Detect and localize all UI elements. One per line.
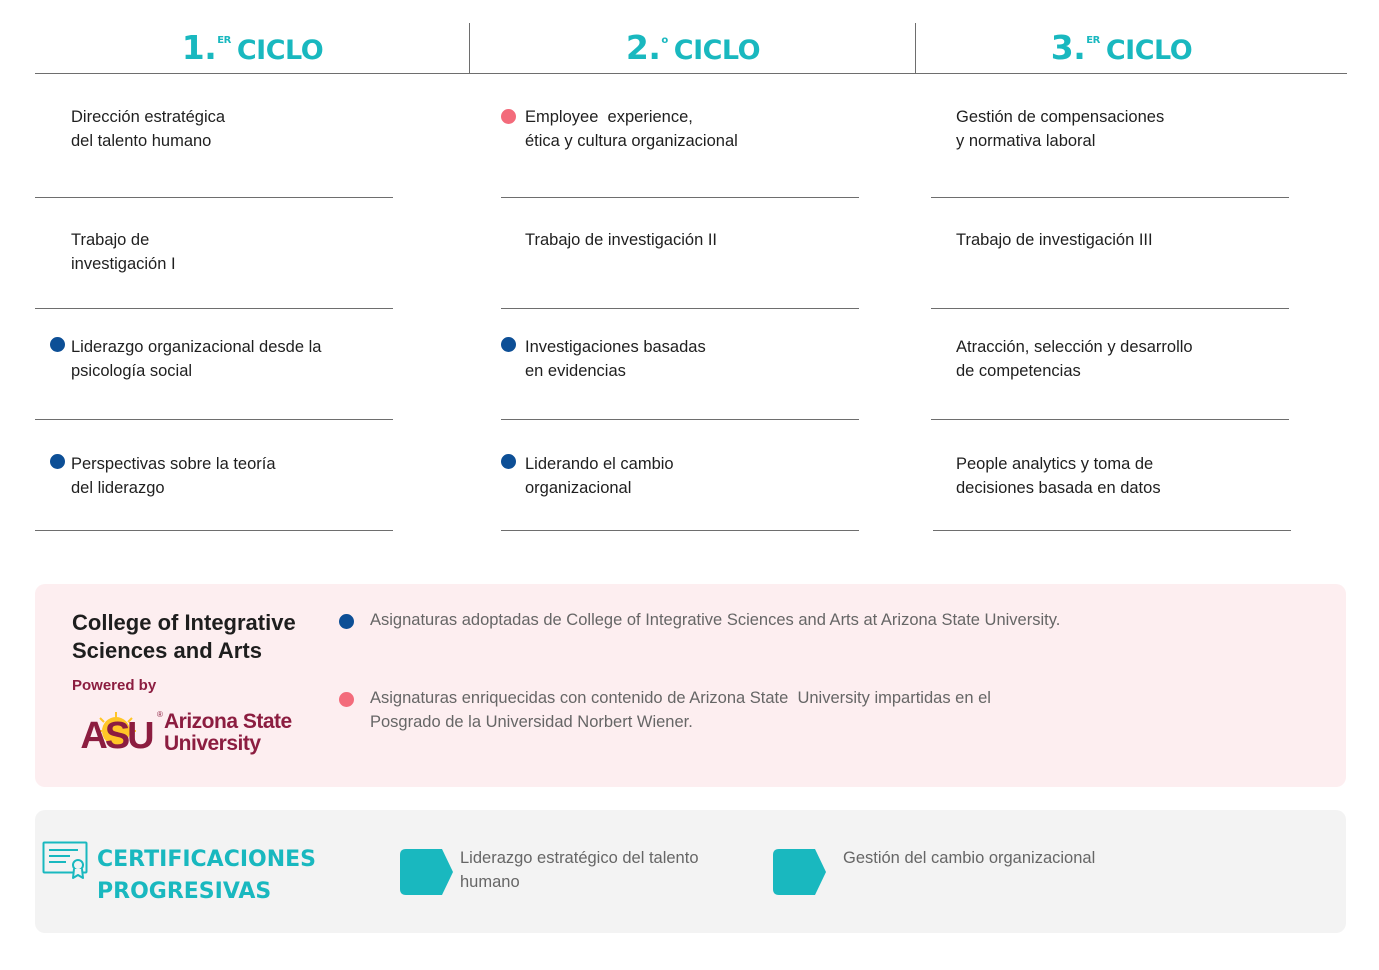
csa-course-marker (50, 337, 65, 352)
course-line: organizacional (525, 479, 632, 497)
legend-marker-pink (339, 692, 354, 707)
course-line: investigación I (71, 255, 176, 273)
column-divider (915, 23, 916, 73)
row-divider (931, 197, 1289, 198)
csa-course-marker (501, 454, 516, 469)
csa-course-marker (50, 454, 65, 469)
legend-item-enriched (370, 686, 991, 734)
certificate-icon (42, 841, 90, 881)
course-line: Trabajo de investigación II (525, 231, 717, 249)
course-line: Investigaciones basadas (525, 338, 706, 356)
legend-line: Asignaturas enriquecidas con contenido de Arizona State University impartidas en el (370, 689, 991, 707)
row-divider (35, 419, 393, 420)
course-line: Liderando el cambio (525, 455, 674, 473)
legend-marker-blue (339, 614, 354, 629)
cycle-1-heading (35, 28, 470, 72)
course-item (71, 228, 176, 276)
row-divider (501, 197, 859, 198)
certification-line: Gestión del cambio organizacional (843, 849, 1096, 867)
course-line: Employee experience, (525, 108, 693, 126)
course-line: Atracción, selección y desarrollo (956, 338, 1193, 356)
course-line: psicología social (71, 362, 193, 380)
cycle-word: CICLO (1105, 35, 1193, 66)
row-divider (35, 197, 393, 198)
course-line: Trabajo de investigación III (956, 231, 1153, 249)
asu-logo-name-line: University (164, 732, 261, 755)
course-item (956, 335, 1193, 383)
legend-line: Posgrado de la Universidad Norbert Wiener. (370, 713, 693, 731)
course-item (71, 335, 321, 383)
row-divider (35, 530, 393, 531)
row-divider (501, 530, 859, 531)
course-line: de competencias (956, 362, 1081, 380)
asu-logo-letters: ASU (80, 715, 152, 754)
row-divider (931, 308, 1289, 309)
cycle-number: 2. (625, 28, 661, 67)
course-line: del talento humano (71, 132, 212, 150)
course-line: Liderazgo organizacional desde la (71, 338, 322, 356)
row-divider (501, 419, 859, 420)
trademark-symbol: ® (157, 710, 163, 719)
course-item (956, 228, 1153, 252)
course-item (525, 335, 706, 383)
certifications-title-line: CERTIFICACIONES (97, 847, 317, 872)
powered-by-label: Powered by (72, 677, 157, 694)
course-item (525, 452, 674, 500)
tag-icon (400, 849, 454, 895)
cycle-word: CICLO (673, 35, 761, 66)
course-line: Gestión de compensaciones (956, 108, 1165, 126)
certifications-title-line: PROGRESIVAS (97, 879, 272, 904)
college-title-line: College of Integrative (72, 610, 296, 635)
row-divider (933, 530, 1291, 531)
legend-item-adopted (370, 608, 1060, 632)
asu-logo-mark (70, 710, 162, 754)
legend-line: Asignaturas adoptadas de College of Integrative Sciences and Arts at Arizona State University. (370, 611, 1061, 629)
header-divider (35, 73, 1347, 74)
row-divider (35, 308, 393, 309)
csa-course-marker (501, 337, 516, 352)
cycle-number: 3. (1050, 28, 1086, 67)
certification-item (843, 846, 1095, 870)
course-line: decisiones basada en datos (956, 479, 1161, 497)
course-item (525, 228, 717, 252)
college-title (72, 609, 296, 665)
cycle-2-heading (470, 28, 916, 72)
asu-enriched-course-marker (501, 109, 516, 124)
course-line: Perspectivas sobre la teoría (71, 455, 276, 473)
course-line: Dirección estratégica (71, 108, 226, 126)
cycle-ordinal: o (661, 35, 668, 46)
certification-line: humano (460, 873, 520, 891)
cycle-number: 1. (181, 28, 217, 67)
course-line: Trabajo de (71, 231, 150, 249)
certification-line: Liderazgo estratégico del talento (460, 849, 699, 867)
row-divider (931, 419, 1289, 420)
row-divider (501, 308, 859, 309)
course-item (71, 452, 276, 500)
asu-logo-name (164, 711, 292, 755)
course-line: People analytics y toma de (956, 455, 1154, 473)
course-item (956, 452, 1161, 500)
course-line: ética y cultura organizacional (525, 132, 738, 150)
course-line: y normativa laboral (956, 132, 1096, 150)
course-line: en evidencias (525, 362, 626, 380)
cycle-word: CICLO (236, 35, 324, 66)
course-item (71, 105, 225, 153)
certifications-title (97, 844, 316, 908)
cycle-ordinal: ER (217, 35, 231, 46)
tag-icon (773, 849, 827, 895)
college-title-line: Sciences and Arts (72, 638, 262, 663)
column-divider (469, 23, 470, 73)
course-item (956, 105, 1164, 153)
course-item (525, 105, 738, 153)
course-line: del liderazgo (71, 479, 165, 497)
asu-logo-name-line: Arizona State (164, 710, 292, 733)
cycle-ordinal: ER (1086, 35, 1100, 46)
cycle-3-heading (916, 28, 1327, 72)
certification-item (460, 846, 699, 894)
